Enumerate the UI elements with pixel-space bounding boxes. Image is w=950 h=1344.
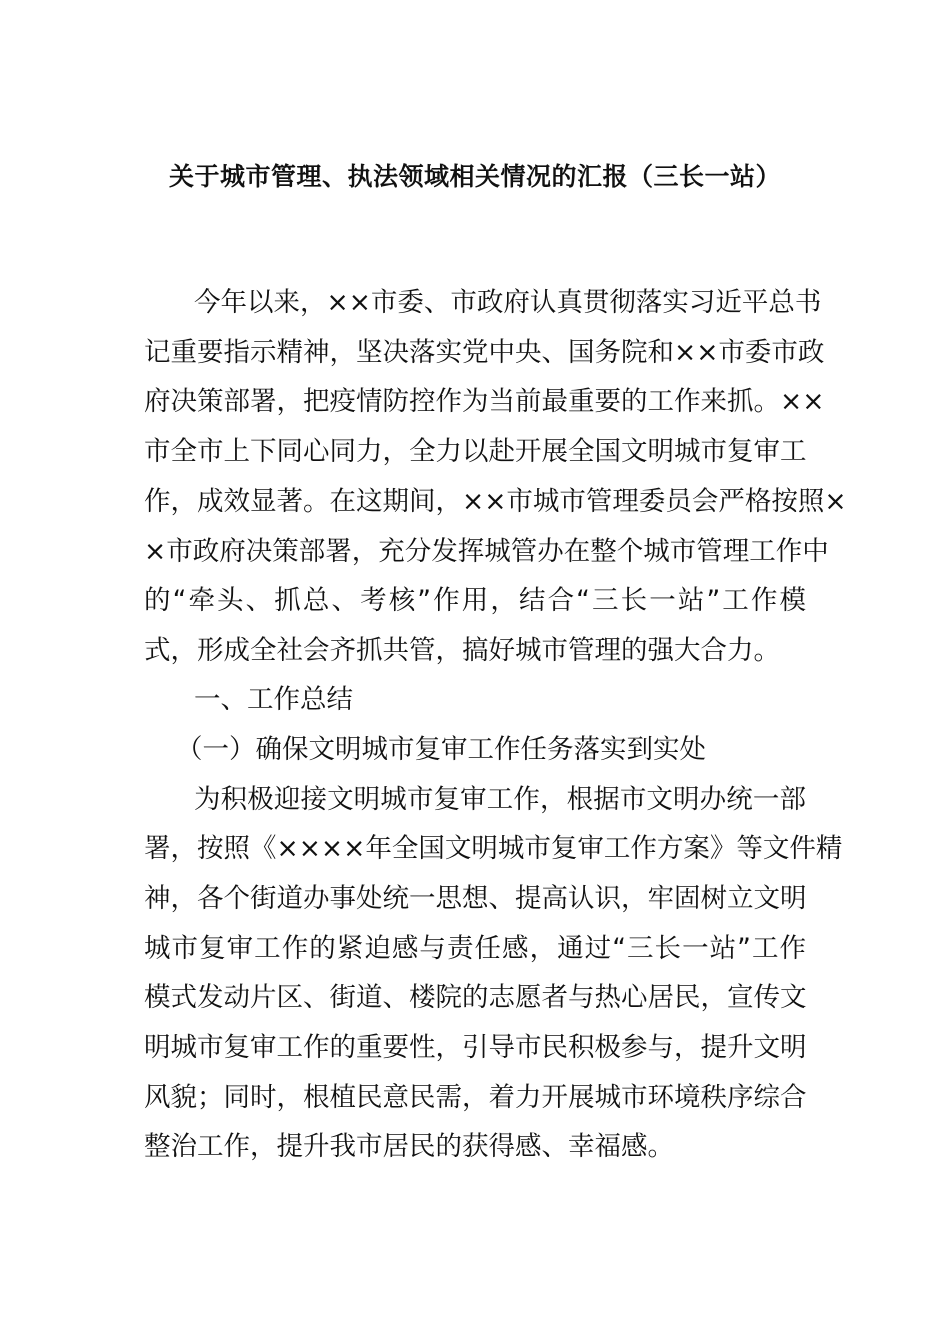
paragraph-line: 明城市复审工作的重要性，引导市民积极参与，提升文明 [144, 1032, 807, 1063]
paragraph-line: ×市政府决策部署，充分发挥城管办在整个城市管理工作中 [144, 536, 829, 567]
paragraph-line: 府决策部署，把疫情防控作为当前最重要的工作来抓。×× [144, 386, 825, 417]
subsection-heading: （一）确保文明城市复审工作任务落实到实处 [176, 734, 706, 765]
paragraph-line: 城市复审工作的紧迫感与责任感，通过“三长一站”工作 [144, 933, 806, 964]
paragraph-line: 记重要指示精神，坚决落实党中央、国务院和××市委市政 [144, 337, 825, 368]
paragraph-line: 的“牵头、抓总、考核”作用，结合“三长一站”工作模 [144, 585, 806, 616]
paragraph-line: 模式发动片区、街道、楼院的志愿者与热心居民，宣传文 [144, 982, 807, 1013]
section-heading: 一、工作总结 [194, 684, 353, 715]
paragraph-line: 署，按照《××××年全国文明城市复审工作方案》等文件精 [144, 833, 843, 864]
paragraph-line: 作，成效显著。在这期间，××市城市管理委员会严格按照× [144, 486, 847, 517]
paragraph-line: 市全市上下同心同力，全力以赴开展全国文明城市复审工 [144, 436, 807, 467]
paragraph-line: 神，各个街道办事处统一思想、提高认识，牢固树立文明 [144, 883, 807, 914]
document-title: 关于城市管理、执法领域相关情况的汇报（三长一站） [168, 162, 781, 191]
paragraph-line: 整治工作，提升我市居民的获得感、幸福感。 [144, 1131, 674, 1162]
paragraph-line: 为积极迎接文明城市复审工作，根据市文明办统一部 [194, 784, 806, 815]
paragraph-line: 今年以来，××市委、市政府认真贯彻落实习近平总书 [194, 287, 822, 318]
paragraph-line: 风貌；同时，根植民意民需，着力开展城市环境秩序综合 [144, 1082, 807, 1113]
paragraph-line: 式，形成全社会齐抓共管，搞好城市管理的强大合力。 [144, 635, 780, 666]
